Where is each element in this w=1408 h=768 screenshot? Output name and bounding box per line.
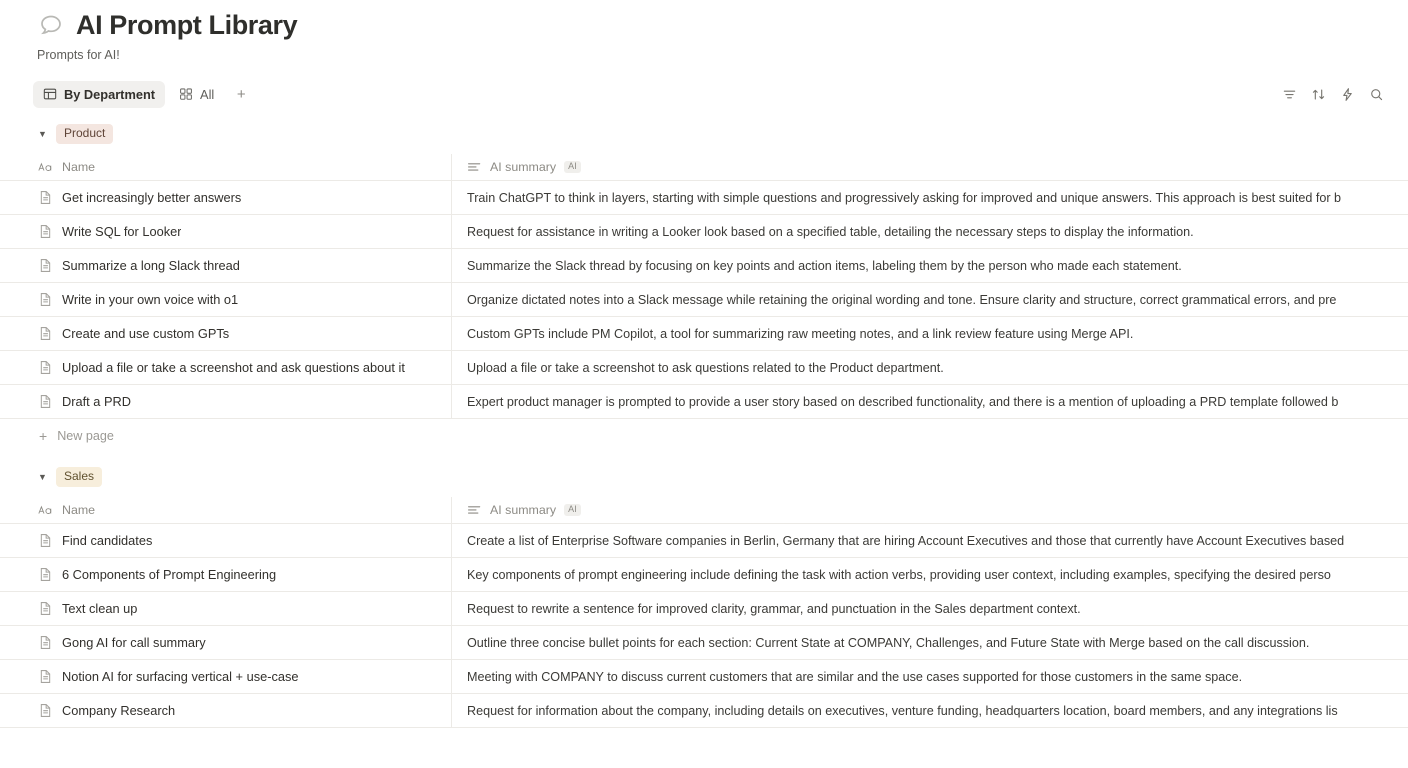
page-icon: [38, 601, 53, 616]
row-name-cell[interactable]: [0, 181, 452, 214]
view-bar: [0, 78, 1408, 110]
gallery-icon: [179, 87, 193, 101]
row-title: Get increasingly better answers: [62, 190, 242, 206]
row-summary-cell[interactable]: [452, 215, 1408, 248]
row-summary-text: Meeting with COMPANY to discuss current customers that are similar and the use cases supported for those customers in the same space.: [467, 669, 1243, 684]
row-name-cell[interactable]: [0, 626, 452, 659]
column-header-name[interactable]: [0, 154, 452, 180]
row-summary-text: Train ChatGPT to think in layers, starting with simple questions and progressively asking for improved and unique answers. This approach is best suited for b: [467, 190, 1342, 205]
page-icon: [38, 635, 53, 650]
row-summary-cell[interactable]: [452, 660, 1408, 693]
group-name-chip: Product: [56, 124, 113, 144]
table-icon: [43, 87, 57, 101]
page-icon: [38, 567, 53, 582]
table-row[interactable]: [0, 317, 1408, 351]
row-name-cell[interactable]: [0, 249, 452, 282]
row-name-cell[interactable]: [0, 283, 452, 316]
row-summary-text: Expert product manager is prompted to provide a user story based on described functionality, and there is a mention of uploading a PRD template followed b: [467, 394, 1339, 409]
row-summary-cell[interactable]: [452, 524, 1408, 557]
page-icon: [38, 292, 53, 307]
row-title: Summarize a long Slack thread: [62, 258, 240, 274]
row-title: Write in your own voice with o1: [62, 292, 239, 308]
row-summary-cell[interactable]: [452, 626, 1408, 659]
group-sales: [0, 465, 1408, 728]
column-header-ai-summary[interactable]: [452, 497, 1408, 523]
page-icon: [38, 224, 53, 239]
plus-icon: +: [39, 428, 48, 445]
page-icon: [38, 258, 53, 273]
new-page-button[interactable]: [0, 419, 1408, 453]
ai-badge: AI: [564, 161, 581, 173]
collapse-caret-icon[interactable]: ▼: [38, 471, 47, 482]
row-title: Notion AI for surfacing vertical + use-case: [62, 669, 299, 685]
ai-badge: AI: [564, 504, 581, 516]
row-summary-text: Upload a file or take a screenshot to ask questions related to the Product department.: [467, 360, 944, 375]
text-property-icon: [38, 160, 53, 175]
group-table: [0, 154, 1408, 419]
row-title: Write SQL for Looker: [62, 224, 182, 240]
row-summary-cell[interactable]: [452, 181, 1408, 214]
table-header-row: [0, 497, 1408, 524]
view-tab-by-department[interactable]: [33, 81, 165, 108]
row-summary-text: Create a list of Enterprise Software companies in Berlin, Germany that are hiring Account Executives and those that currently have Account Executives based: [467, 533, 1345, 548]
row-summary-text: Request for assistance in writing a Looker look based on a specified table, detailing the necessary steps to display the information.: [467, 224, 1194, 239]
text-property-icon: [38, 503, 53, 518]
view-tab-all[interactable]: [169, 81, 224, 108]
table-row[interactable]: [0, 694, 1408, 728]
row-title: Gong AI for call summary: [62, 635, 206, 651]
row-name-cell[interactable]: [0, 524, 452, 557]
row-title: Text clean up: [62, 601, 138, 617]
row-summary-cell[interactable]: [452, 385, 1408, 418]
row-summary-text: Request to rewrite a sentence for improved clarity, grammar, and punctuation in the Sales department context.: [467, 601, 1081, 616]
row-title: Company Research: [62, 703, 176, 719]
table-row[interactable]: [0, 385, 1408, 419]
page-icon: [38, 669, 53, 684]
row-name-cell[interactable]: [0, 317, 452, 350]
table-row[interactable]: [0, 249, 1408, 283]
row-title: Create and use custom GPTs: [62, 326, 230, 342]
page-icon: [38, 190, 53, 205]
row-name-cell[interactable]: [0, 351, 452, 384]
row-summary-cell[interactable]: [452, 351, 1408, 384]
search-icon[interactable]: [1369, 87, 1384, 102]
column-header-name-label: Name: [62, 503, 96, 518]
group-table: [0, 497, 1408, 728]
ai-summary-property-icon: [467, 160, 482, 175]
row-summary-text: Summarize the Slack thread by focusing on key points and action items, labeling them by the person who made each statement.: [467, 258, 1182, 273]
row-summary-text: Outline three concise bullet points for each section: Current State at COMPANY, Challenges, and Future State with Merge based on the call discussion.: [467, 635, 1310, 650]
page-icon: [38, 326, 53, 341]
row-summary-cell[interactable]: [452, 694, 1408, 727]
filter-icon[interactable]: [1282, 87, 1297, 102]
page-header: [0, 0, 1408, 62]
row-name-cell[interactable]: [0, 660, 452, 693]
row-title: Find candidates: [62, 533, 153, 549]
table-row[interactable]: [0, 215, 1408, 249]
column-header-ai-summary-label: AI summary: [490, 160, 557, 175]
row-summary-cell[interactable]: [452, 249, 1408, 282]
row-title: Draft a PRD: [62, 394, 131, 410]
table-row[interactable]: [0, 660, 1408, 694]
row-name-cell[interactable]: [0, 558, 452, 591]
group-name-chip: Sales: [56, 467, 102, 487]
add-view-button[interactable]: +: [236, 85, 246, 103]
page-title: AI Prompt Library: [76, 10, 298, 40]
new-page-label: New page: [57, 429, 114, 444]
view-bar-actions: [1282, 87, 1384, 102]
row-name-cell[interactable]: [0, 694, 452, 727]
column-header-ai-summary-label: AI summary: [490, 503, 557, 518]
collapse-caret-icon[interactable]: ▼: [38, 128, 47, 139]
page-icon: [38, 533, 53, 548]
sort-icon[interactable]: [1311, 87, 1326, 102]
group-product: [0, 122, 1408, 453]
ai-summary-property-icon: [467, 503, 482, 518]
row-summary-cell[interactable]: [452, 558, 1408, 591]
row-name-cell[interactable]: [0, 592, 452, 625]
speech-bubble-icon[interactable]: [36, 11, 66, 41]
table-row[interactable]: [0, 524, 1408, 558]
row-title: 6 Components of Prompt Engineering: [62, 567, 277, 583]
row-summary-text: Organize dictated notes into a Slack message while retaining the original wording and tone. Ensure clarity and structure, correct grammatical errors, and pre: [467, 292, 1337, 307]
row-name-cell[interactable]: [0, 215, 452, 248]
table-row[interactable]: [0, 558, 1408, 592]
row-summary-cell[interactable]: [452, 283, 1408, 316]
row-title: Upload a file or take a screenshot and ask questions about it: [62, 360, 405, 376]
row-summary-cell[interactable]: [452, 592, 1408, 625]
table-row[interactable]: [0, 283, 1408, 317]
column-header-ai-summary[interactable]: [452, 154, 1408, 180]
table-row[interactable]: [0, 626, 1408, 660]
database-groups: [0, 122, 1408, 728]
table-row[interactable]: [0, 351, 1408, 385]
group-header[interactable]: [0, 122, 1408, 146]
row-summary-text: Custom GPTs include PM Copilot, a tool for summarizing raw meeting notes, and a link review feature using Merge API.: [467, 326, 1134, 341]
row-summary-text: Request for information about the company, including details on executives, venture funding, headquarters location, board members, and any integrations lis: [467, 703, 1338, 718]
page-icon: [38, 394, 53, 409]
column-header-name[interactable]: [0, 497, 452, 523]
page-icon: [38, 703, 53, 718]
column-header-name-label: Name: [62, 160, 96, 175]
view-tab-label: All: [200, 86, 215, 102]
page-title-row: [36, 10, 1408, 41]
automation-icon[interactable]: [1340, 87, 1355, 102]
page-subtitle: Prompts for AI!: [37, 48, 120, 63]
row-summary-cell[interactable]: [452, 317, 1408, 350]
table-row[interactable]: [0, 181, 1408, 215]
page-icon: [38, 360, 53, 375]
table-header-row: [0, 154, 1408, 181]
row-name-cell[interactable]: [0, 385, 452, 418]
row-summary-text: Key components of prompt engineering include defining the task with action verbs, providing user context, including examples, specifying the desired perso: [467, 567, 1331, 582]
table-row[interactable]: [0, 592, 1408, 626]
view-tab-label: By Department: [64, 86, 156, 102]
group-header[interactable]: [0, 465, 1408, 489]
